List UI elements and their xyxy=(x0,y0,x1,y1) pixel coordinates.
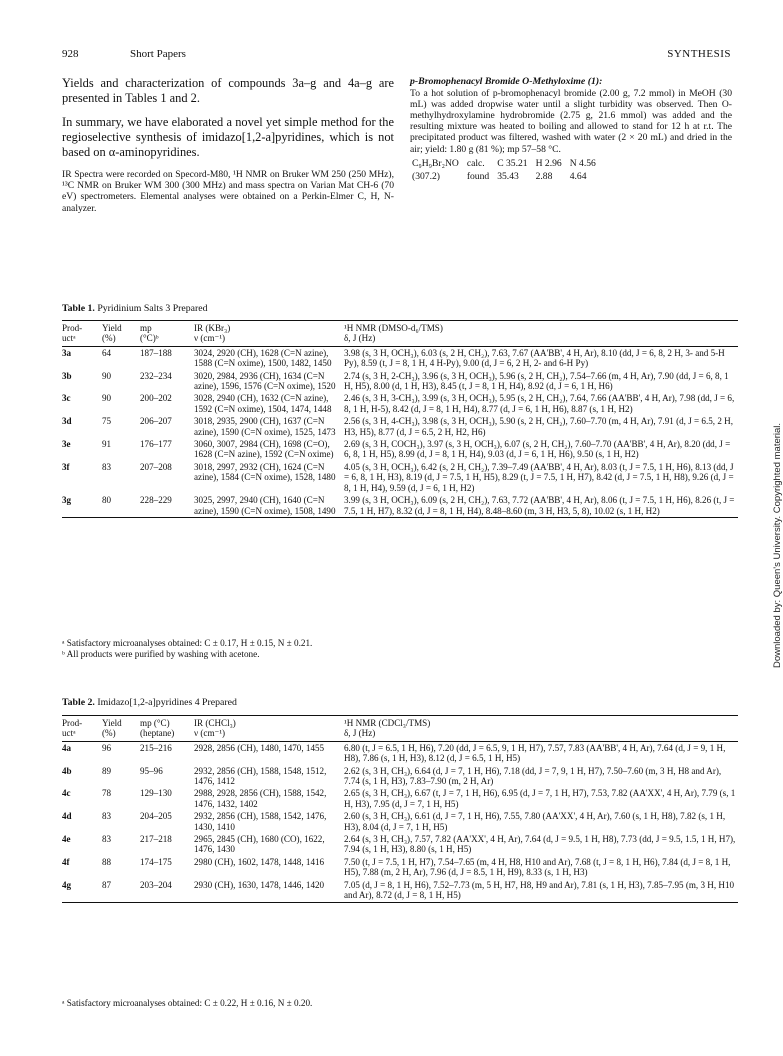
table-cell: 2.65 (s, 3 H, CH₃), 6.67 (t, J = 7, 1 H, H6), 6.95 (d, J = 7, 1 H, H7), 7.53, 7.82 (AA'XX', 4 H, Ar), 7.79 (s, 1 H, H3), 7.95 (d, J = 7, 1 H, H5) xyxy=(344,788,736,809)
table-cell: 2.64 (s, 3 H, CH₃), 7.57, 7.82 (AA'XX', 4 H, Ar), 7.64 (d, J = 9.5, 1 H, H8), 7.73 (dd, J = 9.5, 1.5, 1 H, H7), 7.94 (s, 1 H, H3), 8.80 (s, 1 H, H5) xyxy=(344,834,736,855)
table-cell: 75 xyxy=(102,416,112,427)
section-title: Short Papers xyxy=(130,48,186,60)
table-cell: 80 xyxy=(102,495,112,506)
table-cell: 217–218 xyxy=(140,834,172,845)
table-cell: 88 xyxy=(102,856,112,867)
table2-caption: Table 2. Imidazo[1,2-a]pyridines 4 Prepared xyxy=(62,697,237,708)
journal-name: SYNTHESIS xyxy=(667,48,731,60)
table-cell: 90 xyxy=(102,393,112,404)
table-row xyxy=(62,346,738,369)
table-cell: 96 xyxy=(102,742,112,753)
analysis-cell: 2.88 xyxy=(535,171,553,183)
procedure-body: To a hot solution of p-bromophenacyl bromide (2.00 g, 7.2 mmol) in MeOH (30 mL) was added dropwise water until a slight turbidity was observed. Then O-methylhydroxylamine hydrobromide (2.75 g, 21.6 mmol) was added and the resulting mixture was heated to boiling and allowed to stand for 12 h at r.t. The precipitated product was filtered, washed with water (2 × 20 mL) and dried in the air; yield: 1.80 g (81 %); mp 57–58 °C. xyxy=(410,87,732,155)
table1-pyridinium-salts xyxy=(62,320,738,518)
analysis-row xyxy=(412,158,602,170)
table-cell: 95–96 xyxy=(140,765,163,776)
column-header: mp (°C)ᵇ xyxy=(140,323,159,344)
table-cell: 3g xyxy=(62,495,72,506)
footnote: ᵃ Satisfactory microanalyses obtained: C ± 0.17, H ± 0.15, N ± 0.21. xyxy=(62,638,313,648)
paragraph-instruments: IR Spectra were recorded on Specord-M80, ¹H NMR on Bruker WM 250 (250 MHz), ¹³C NMR on Bruker WM 300 (300 MHz) and mass spectra on Varian Mat CH-6 (70 eV) spectrometers. Elemental analyses were obtained on a Perkin-Elmer C, H, N-analyzer. xyxy=(62,169,394,214)
table-cell: 187–188 xyxy=(140,347,172,358)
table-cell: 4b xyxy=(62,765,72,776)
table1-footnotes xyxy=(62,638,312,660)
footnote: ᵇ All products were purified by washing with acetone. xyxy=(62,649,260,659)
table-cell: 2930 (CH), 1630, 1478, 1446, 1420 xyxy=(194,879,325,890)
paragraph-summary: In summary, we have elaborated a novel yet simple method for the regioselective synthesis of imidazo[1,2-a]pyridines, which is not based on α-aminopyridines. xyxy=(62,115,394,159)
table-cell: 200–202 xyxy=(140,393,172,404)
table-cell: 90 xyxy=(102,370,112,381)
table-cell: 4e xyxy=(62,834,71,845)
column-header: Prod- uctᵃ xyxy=(62,718,83,739)
table-cell: 129–130 xyxy=(140,788,172,799)
table-cell: 2980 (CH), 1602, 1478, 1448, 1416 xyxy=(194,856,325,867)
table-cell: 3018, 2935, 2900 (CH), 1637 (C=N azine), 1590 (C=N oxime), 1525, 1473 xyxy=(194,416,336,437)
table-cell: 2932, 2856 (CH), 1588, 1542, 1476, 1430, 1410 xyxy=(194,811,327,832)
table-cell: 4.05 (s, 3 H, OCH₃), 6.42 (s, 2 H, CH₂), 7.39–7.49 (AA'BB', 4 H, Ar), 8.03 (t, J = 7.5, 1 H, H6), 8.13 (dd, J = 6, 8, 1 H, H3), 8.19 (d, J = 7.5, 1 H, H5), 8.29 (t, J = 7.5, 1 H, H7), 8.42 (d, J = 7.5, 1 H, H8), 9.26 (d, J = 8, 1 H, H4), 9.59 (d, J = 6, 1 H, H2) xyxy=(344,461,734,493)
table-cell: 7.05 (d, J = 8, 1 H, H6), 7.52–7.73 (m, 5 H, H7, H8, H9 and Ar), 7.81 (s, 1 H, H3), 7.85–7.95 (m, 3 H, H10 and Ar), 8.72 (d, J = 8, 1 H, H5) xyxy=(344,879,735,901)
table-cell: 2.56 (s, 3 H, 4-CH₃), 3.98 (s, 3 H, OCH₃), 5.90 (s, 2 H, CH₂), 7.60–7.70 (m, 4 H, Ar), 7.91 (d, J = 6.5, 2 H, H3, H5), 8.77 (d, J = 6.5, 2 H, H2, H6) xyxy=(344,416,733,437)
table-cell: 204–205 xyxy=(140,811,172,822)
table-cell: 83 xyxy=(102,811,112,822)
table-cell: 78 xyxy=(102,788,112,799)
table-cell: 228–229 xyxy=(140,495,172,506)
table-cell: 207–208 xyxy=(140,461,172,472)
table-cell: 2.62 (s, 3 H, CH₃), 6.64 (d, J = 7, 1 H, H6), 7.18 (dd, J = 7, 9, 1 H, H7), 7.50–7.60 (m, 3 H, H8 and Ar), 7.74 (s, 1 H, H3), 7.83–7.90 (m, 2 H, Ar) xyxy=(344,765,722,787)
table-cell: 3d xyxy=(62,416,72,427)
table-cell: 4g xyxy=(62,879,72,890)
analysis-cell: N 4.56 xyxy=(569,157,596,169)
table-cell: 3025, 2997, 2940 (CH), 1640 (C=N azine), 1590 (C=N oxime), 1508, 1490 xyxy=(194,495,336,516)
table-cell: 174–175 xyxy=(140,856,172,867)
table-cell: 3a xyxy=(62,347,72,358)
table-row xyxy=(62,494,738,517)
table-cell: 2.46 (s, 3 H, 3-CH₃), 3.99 (s, 3 H, OCH₃), 5.95 (s, 2 H, CH₂), 7.64, 7.66 (AA'BB', 4 H, Ar), 7.98 (dd, J = 6, 8, 1 H, H-5), 8.42 (d, J = 8, 1 H, H4), 8.77 (d, J = 6, 1 H, H6), 8.87 (s, 1 H, H2) xyxy=(344,393,735,414)
analysis-cell: calc. xyxy=(466,157,485,169)
analysis-cell: H 2.96 xyxy=(535,157,562,169)
table-cell: 3060, 3007, 2984 (CH), 1698 (C=O), 1628 (C=N azine), 1592 (C=N oxime) xyxy=(194,439,334,460)
analysis-cell: C 35.21 xyxy=(497,157,528,169)
table-cell: 89 xyxy=(102,765,112,776)
paragraph-yields: Yields and characterization of compounds 3a–g and 4a–g are presented in Tables 1 and 2. xyxy=(62,76,394,105)
table-row xyxy=(62,879,738,902)
table-cell: 215–216 xyxy=(140,742,172,753)
table-cell: 87 xyxy=(102,879,112,890)
column-header: Yield (%) xyxy=(102,718,122,739)
column-header: mp (°C) (heptane) xyxy=(140,718,175,739)
elemental-analysis xyxy=(410,156,604,185)
table-row xyxy=(62,856,738,879)
table2-footnotes xyxy=(62,998,312,1009)
analysis-cell: 35.43 xyxy=(497,171,519,183)
analysis-cell: C₉H₉Br₂NO xyxy=(412,157,459,169)
analysis-row xyxy=(412,171,602,183)
procedure-title: p-Bromophenacyl Bromide O-Methyloxime (1): xyxy=(410,76,603,87)
table-cell: 83 xyxy=(102,461,112,472)
table-cell: 206–207 xyxy=(140,416,172,427)
table-cell: 2.69 (s, 3 H, COCH₃), 3.97 (s, 3 H, OCH₃), 6.07 (s, 2 H, CH₂), 7.60–7.70 (AA'BB', 4 H, Ar), 8.20 (dd, J = 6, 8, 1 H, H5), 8.99 (d, J = 8, 1 H, H4), 9.03 (d, J = 6, 1 H, H6), 9.50 (s, 1 H, H2) xyxy=(344,439,731,460)
table-cell: 3.98 (s, 3 H, OCH₃), 6.03 (s, 2 H, CH₂), 7.63, 7.67 (AA'BB', 4 H, Ar), 8.10 (dd, J = 6, 8, 2 H, 3- and 5-H Py), 8.59 (t, J = 8, 1 H, 4 H-Py), 9.00 (d, J = 6, 2 H, 2- and 6-H Py) xyxy=(344,347,725,369)
table-row xyxy=(62,787,738,810)
table-cell: 7.50 (t, J = 7.5, 1 H, H7), 7.54–7.65 (m, 4 H, H8, H10 and Ar), 7.68 (t, J = 8, 1 H, H6), 7.84 (d, J = 8, 1 H, H5), 7.88 (m, 2 H, Ar), 7.96 (d, J = 8.5, 1 H, H9), 8.33 (s, 1 H, H3) xyxy=(344,856,731,878)
table-cell: 64 xyxy=(102,347,112,358)
table-cell: 3e xyxy=(62,439,71,450)
table-cell: 6.80 (t, J = 6.5, 1 H, H6), 7.20 (dd, J = 6.5, 9, 1 H, H7), 7.57, 7.83 (AA'BB', 4 H, Ar), 7.64 (d, J = 9, 1 H, H8), 7.86 (s, 1 H, H3), 8.12 (d, J = 6.5, 1 H, H5) xyxy=(344,742,726,764)
table-cell: 3f xyxy=(62,461,70,472)
table1-caption: Table 1. Pyridinium Salts 3 Prepared xyxy=(62,303,208,314)
table-cell: 83 xyxy=(102,834,112,845)
table-cell: 2.74 (s, 3 H, 2-CH₃), 3.96 (s, 3 H, OCH₃), 5.96 (s, 2 H, CH₂), 7.54–7.66 (m, 4 H, Ar), 7.90 (dd, J = 6, 8, 1 H, H5), 8.00 (d, 1 H, H3), 8.45 (t, J = 8, 1 H, H4), 8.92 (d, J = 6, 1 H, H6) xyxy=(344,370,729,392)
table-cell: 4a xyxy=(62,742,72,753)
table-cell: 2.60 (s, 3 H, CH₃), 6.61 (d, J = 7, 1 H, H6), 7.55, 7.80 (AA'XX', 4 H, Ar), 7.60 (s, 1 H, H8), 7.82 (s, 1 H, H3), 8.04 (d, J = 7, 1 H, H5) xyxy=(344,811,726,832)
table-row xyxy=(62,810,738,833)
table-row xyxy=(62,833,738,856)
left-column xyxy=(62,76,394,214)
table-row xyxy=(62,765,738,788)
table-row xyxy=(62,461,738,494)
table-row xyxy=(62,370,738,393)
table-cell: 3020, 2984, 2936 (CH), 1634 (C=N azine), 1596, 1576 (C=N oxime), 1520 xyxy=(194,370,336,392)
column-header: ¹H NMR (DMSO-d₆/TMS) δ, J (Hz) xyxy=(344,323,443,344)
column-header: Prod- uctᵃ xyxy=(62,323,83,344)
page-number: 928 xyxy=(62,48,79,60)
table-cell: 2932, 2856 (CH), 1588, 1548, 1512, 1476, 1412 xyxy=(194,765,327,787)
table-cell: 2928, 2856 (CH), 1480, 1470, 1455 xyxy=(194,742,325,753)
column-header: Yield (%) xyxy=(102,323,122,344)
table-cell: 3.99 (s, 3 H, OCH₃), 6.09 (s, 2 H, CH₂), 7.63, 7.72 (AA'BB', 4 H, Ar), 8.06 (t, J = 7.5, 1 H, H6), 8.26 (t, J = 7.5, 1 H, H7), 8.32 (d, J = 8, 1 H, H4), 8.48–8.60 (m, 3 H, H3, 5, 8), 10.02 (s, 1 H, H2) xyxy=(344,495,735,516)
table-cell: 4f xyxy=(62,856,70,867)
table2-imidazopyridines xyxy=(62,715,738,903)
analysis-cell: (307.2) xyxy=(412,171,440,183)
right-column xyxy=(410,76,732,185)
analysis-cell: found xyxy=(466,171,490,183)
table-cell: 176–177 xyxy=(140,439,172,450)
table-row xyxy=(62,415,738,438)
table-cell: 91 xyxy=(102,439,112,450)
column-header: IR (KBr₃) ν (cm⁻¹) xyxy=(194,323,231,344)
table-cell: 3018, 2997, 2932 (CH), 1624 (C=N azine), 1584 (C=N oxime), 1528, 1480 xyxy=(194,461,336,483)
table-header-row xyxy=(62,321,738,347)
table-cell: 3c xyxy=(62,393,71,404)
table-cell: 3b xyxy=(62,370,72,381)
analysis-cell: 4.64 xyxy=(569,171,587,183)
table-row xyxy=(62,392,738,415)
table-cell: 2988, 2928, 2856 (CH), 1588, 1542, 1476, 1432, 1402 xyxy=(194,788,327,809)
table-header-row xyxy=(62,716,738,742)
table-row xyxy=(62,438,738,461)
table-cell: 203–204 xyxy=(140,879,172,890)
column-header: IR (CHCl₃) ν (cm⁻¹) xyxy=(194,718,236,739)
table-row xyxy=(62,741,738,764)
table-cell: 3024, 2920 (CH), 1628 (C=N azine), 1588 (C=N oxime), 1500, 1482, 1450 xyxy=(194,347,332,369)
table-cell: 2965, 2845 (CH), 1680 (CO), 1622, 1476, 1430 xyxy=(194,834,325,855)
table-cell: 3028, 2940 (CH), 1632 (C=N azine), 1592 (C=N oxime), 1504, 1474, 1448 xyxy=(194,393,332,414)
table-cell: 4d xyxy=(62,811,72,822)
download-watermark: Downloaded by: Queen's University. Copyrighted material. xyxy=(772,422,783,668)
table-cell: 4c xyxy=(62,788,71,799)
table-cell: 232–234 xyxy=(140,370,172,381)
column-header: ¹H NMR (CDCl₃/TMS) δ, J (Hz) xyxy=(344,718,431,739)
footnote: ᵃ Satisfactory microanalyses obtained: C ± 0.22, H ± 0.16, N ± 0.20. xyxy=(62,998,313,1008)
